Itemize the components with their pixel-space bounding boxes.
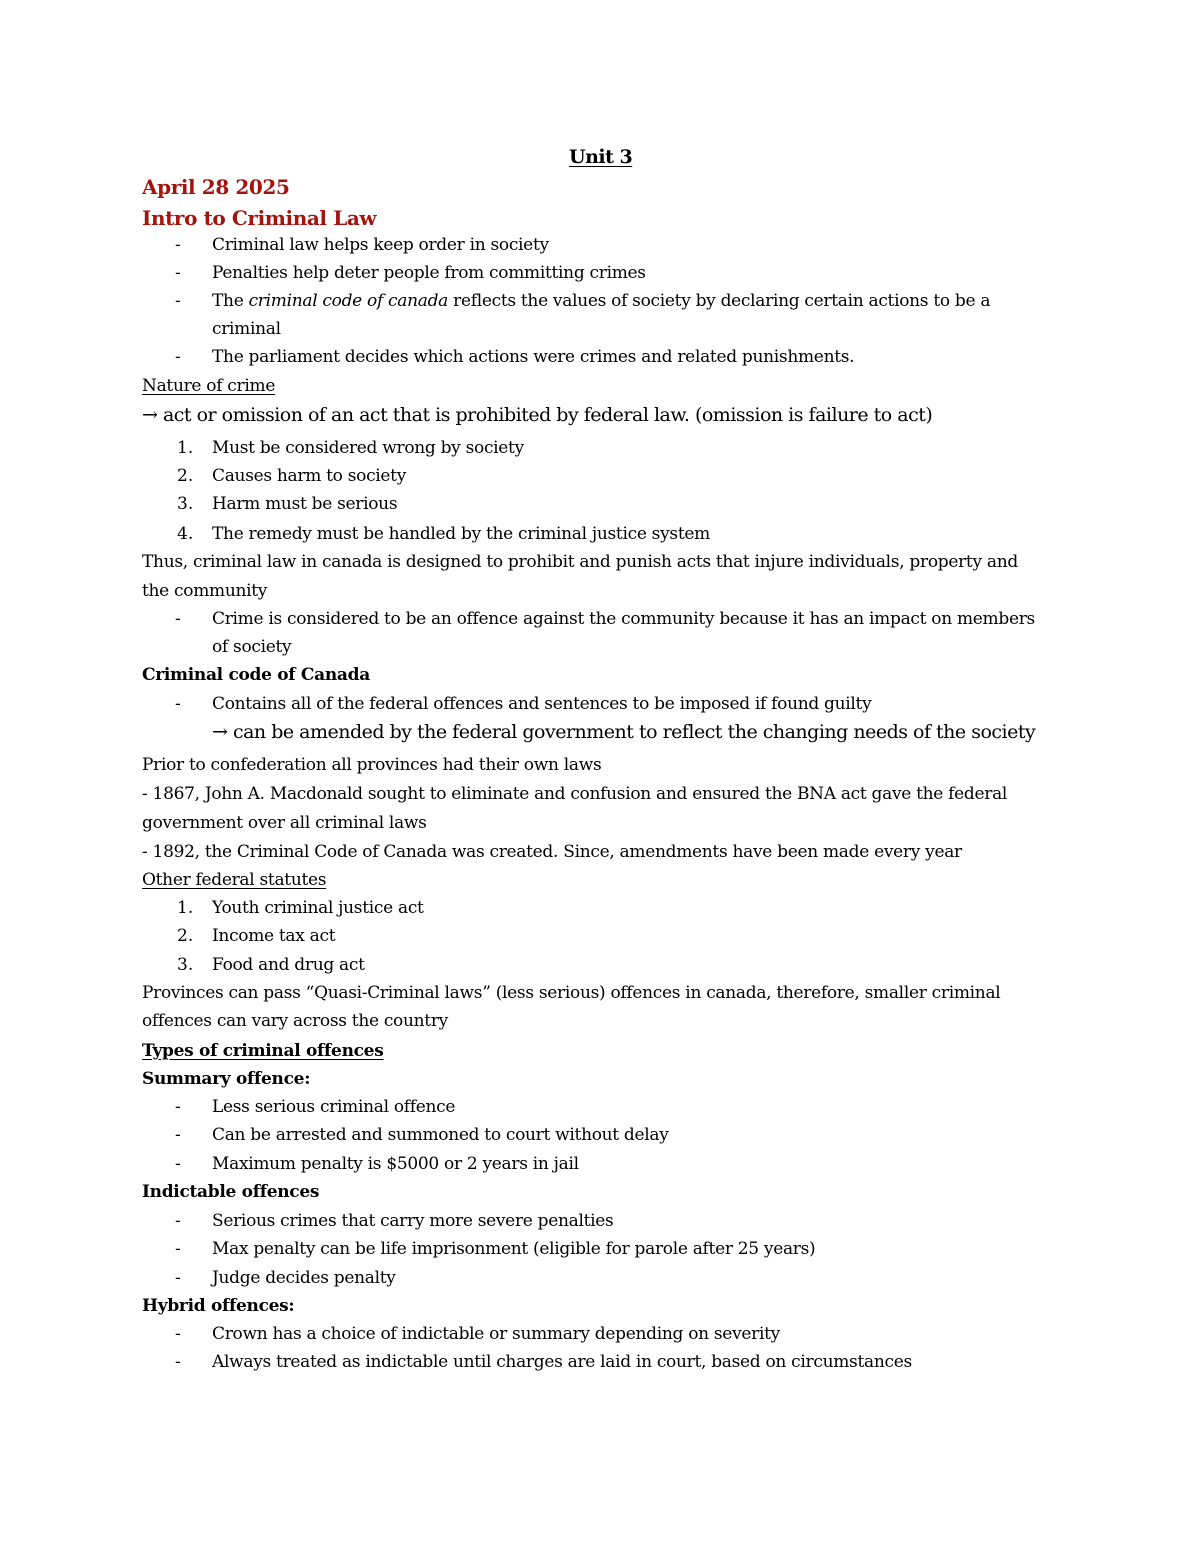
list-item: Serious crimes that carry more severe penalties [212, 1211, 614, 1231]
bullet-dash: - [175, 1239, 181, 1259]
list-item: Criminal law helps keep order in society [212, 235, 549, 255]
paragraph-line: the community [142, 581, 268, 601]
list-item: The parliament decides which actions were crimes and related punishments. [212, 347, 855, 367]
paragraph-line: - 1892, the Criminal Code of Canada was created. Since, amendments have been made every year [142, 842, 962, 862]
list-number: 1. [177, 438, 194, 458]
list-number: 2. [177, 466, 194, 486]
text-run: reflects the values of society by declaring certain actions to be a [448, 291, 991, 311]
list-item: Less serious criminal offence [212, 1097, 456, 1117]
list-number: 3. [177, 494, 194, 514]
document-title: Unit 3 [569, 146, 633, 168]
list-number: 4. [177, 524, 194, 544]
paragraph-line: government over all criminal laws [142, 813, 427, 833]
list-item: Causes harm to society [212, 466, 407, 486]
summary-offence-heading: Summary offence: [142, 1069, 311, 1089]
bullet-dash: - [175, 1268, 181, 1288]
paragraph-line: offences can vary across the country [142, 1011, 448, 1031]
hybrid-offence-heading: Hybrid offences: [142, 1296, 295, 1316]
list-item-continuation: of society [212, 637, 292, 657]
bullet-dash: - [175, 235, 181, 255]
list-item: Income tax act [212, 926, 336, 946]
list-item: Can be arrested and summoned to court without delay [212, 1125, 669, 1145]
list-item-criminal-code [212, 290, 990, 312]
list-item: Max penalty can be life imprisonment (eligible for parole after 25 years) [212, 1239, 816, 1259]
list-item: Crown has a choice of indictable or summary depending on severity [212, 1324, 780, 1344]
list-item: Judge decides penalty [212, 1268, 396, 1288]
italic-term: criminal code of canada [248, 291, 449, 311]
list-number: 2. [177, 926, 194, 946]
list-item: Always treated as indictable until charges are laid in court, based on circumstances [212, 1352, 912, 1372]
list-item: Contains all of the federal offences and sentences to be imposed if found guilty [212, 694, 872, 714]
nature-of-crime-heading: Nature of crime [142, 376, 276, 396]
paragraph-line: - 1867, John A. Macdonald sought to eliminate and confusion and ensured the BNA act gave the federal [142, 784, 1008, 804]
nature-definition: → act or omission of an act that is prohibited by federal law. (omission is failure to act) [142, 404, 933, 426]
paragraph-line: Thus, criminal law in canada is designed to prohibit and punish acts that injure individuals, property and [142, 552, 1018, 572]
list-item: Youth criminal justice act [212, 898, 424, 918]
paragraph-line: Provinces can pass “Quasi-Criminal laws” (less serious) offences in canada, therefore, smaller criminal [142, 983, 1001, 1003]
bullet-dash: - [175, 347, 181, 367]
list-item: Maximum penalty is $5000 or 2 years in jail [212, 1154, 579, 1174]
list-item: Crime is considered to be an offence against the community because it has an impact on members [212, 609, 1035, 629]
bullet-dash: - [175, 263, 181, 283]
indictable-offence-heading: Indictable offences [142, 1182, 320, 1202]
text-run: The [212, 291, 249, 311]
bullet-dash: - [175, 1324, 181, 1344]
list-item: Must be considered wrong by society [212, 438, 524, 458]
offence-types-heading: Types of criminal offences [142, 1041, 384, 1061]
bullet-dash: - [175, 694, 181, 714]
statutes-heading: Other federal statutes [142, 870, 327, 890]
bullet-dash: - [175, 1125, 181, 1145]
section-heading: Intro to Criminal Law [142, 206, 377, 230]
bullet-dash: - [175, 291, 181, 311]
amendment-note: → can be amended by the federal government to reflect the changing needs of the society [212, 721, 1036, 743]
list-number: 1. [177, 898, 194, 918]
paragraph-line: Prior to confederation all provinces had their own laws [142, 755, 602, 775]
criminal-code-heading: Criminal code of Canada [142, 665, 370, 685]
bullet-dash: - [175, 1154, 181, 1174]
list-item: Penalties help deter people from committing crimes [212, 263, 646, 283]
bullet-dash: - [175, 1352, 181, 1372]
list-number: 3. [177, 955, 194, 975]
bullet-dash: - [175, 1097, 181, 1117]
list-item: Food and drug act [212, 955, 365, 975]
list-item-continuation: criminal [212, 319, 281, 339]
bullet-dash: - [175, 609, 181, 629]
list-item: The remedy must be handled by the criminal justice system [212, 524, 710, 544]
date-heading: April 28 2025 [142, 175, 290, 199]
list-item: Harm must be serious [212, 494, 398, 514]
bullet-dash: - [175, 1211, 181, 1231]
